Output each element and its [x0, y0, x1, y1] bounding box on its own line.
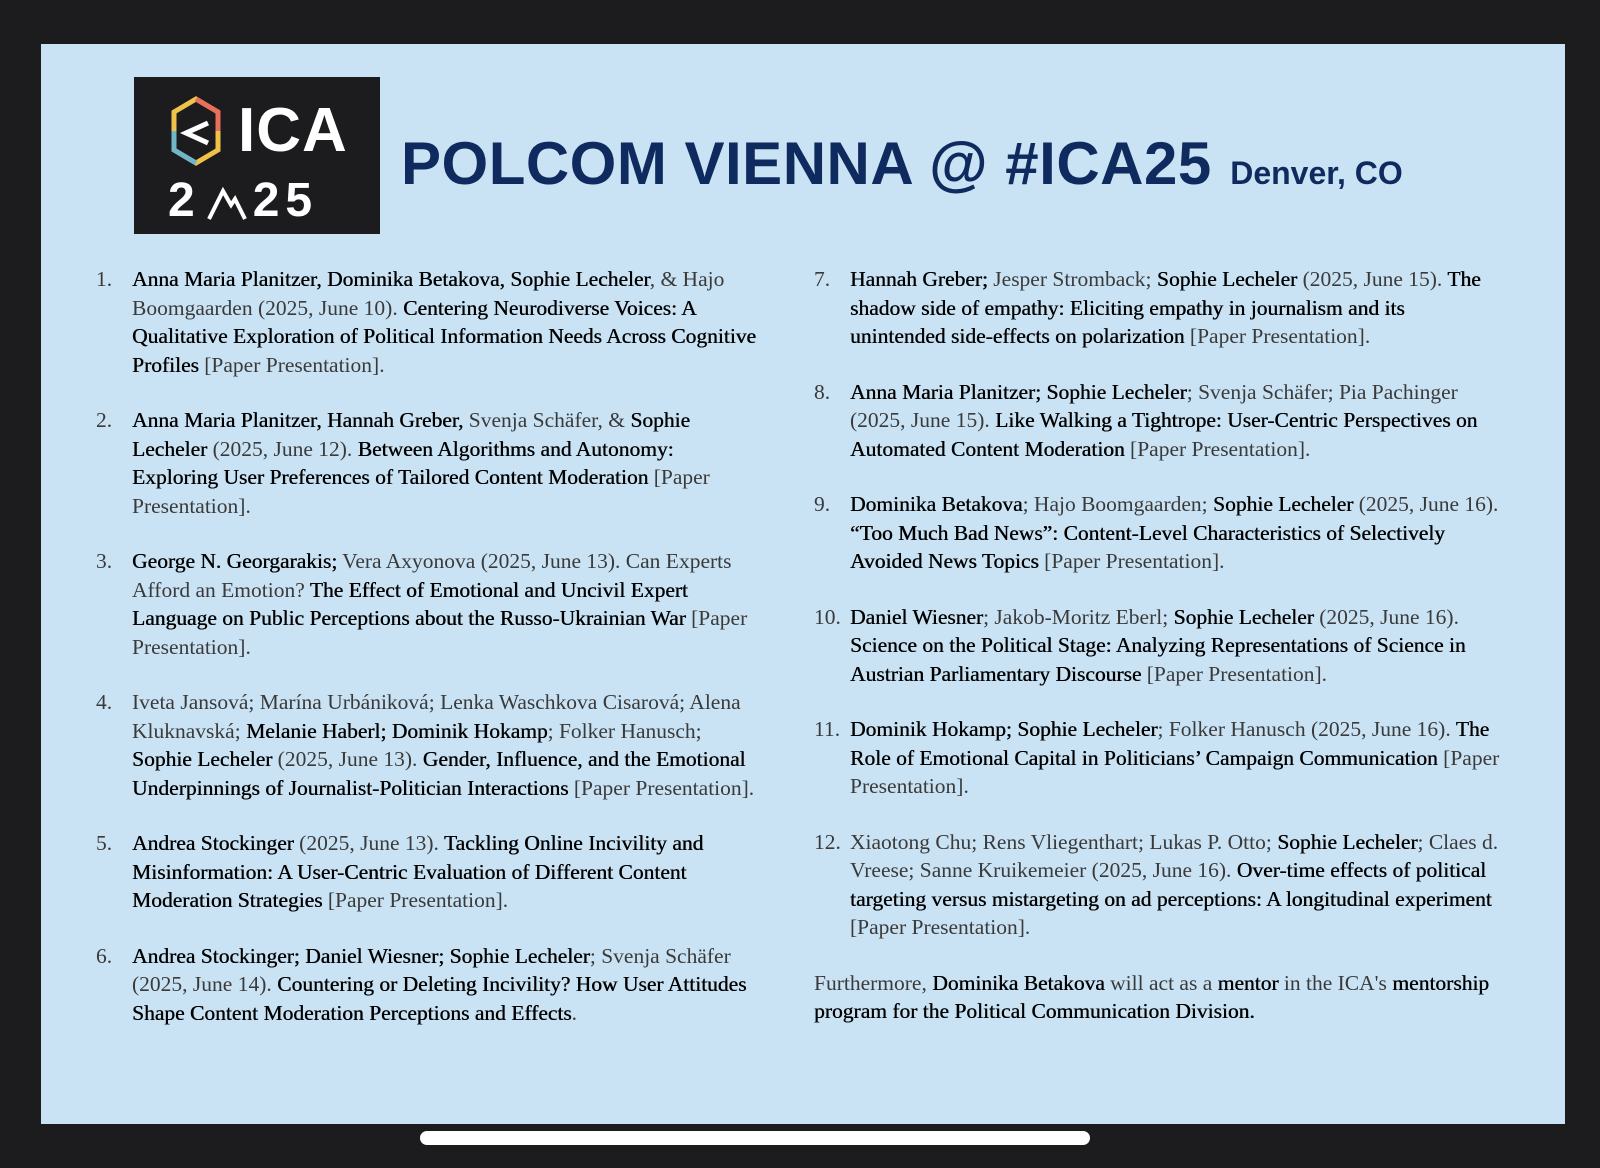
logo-year-right: 25	[252, 174, 319, 227]
mentor-note: Furthermore, Dominika Betakova will act as a mentor in the ICA's mentorship program for the Political Communication Division.	[814, 970, 1490, 1023]
list-item-number: 12.	[814, 829, 841, 854]
logo-year	[168, 173, 318, 229]
list-item-text: Dominik Hokamp; Sophie Lecheler; Folker Hanusch (2025, June 16). The Role of Emotional Capital in Politicians’ Campaign Communication [Paper Presentation].	[850, 717, 1500, 798]
list-item-number: 7.	[814, 267, 831, 291]
ica-logo	[134, 77, 380, 234]
list-item	[814, 265, 1504, 351]
page-title	[401, 129, 1403, 198]
list-item-text: Anna Maria Planitzer, Dominika Betakova, Sophie Lecheler, & Hajo Boomgaarden (2025, June 10). Centering Neurodiverse Voices: A Qualitative Exploration of Political Information Needs Across Cognitive Profiles [Paper Presentation].	[132, 267, 756, 377]
list-item-text: Daniel Wiesner; Jakob-Moritz Eberl; Sophie Lecheler (2025, June 16). Science on the Political Stage: Analyzing Representations of Science in Austrian Parliamentary Discourse [Paper Presentation].	[850, 604, 1466, 686]
list-item	[814, 378, 1504, 464]
list-item	[814, 490, 1504, 576]
list-item-text: George N. Georgarakis; Vera Axyonova (2025, June 13). Can Experts Afford an Emotion? The Effect of Emotional and Uncivil Expert Language on Public Perceptions about the Russo-Ukrainian War [Paper Presentation].	[132, 549, 748, 659]
list-item-number: 5.	[96, 831, 113, 855]
list-item	[814, 715, 1504, 801]
list-item-number: 3.	[96, 549, 113, 573]
list-item	[96, 406, 756, 520]
home-indicator[interactable]	[420, 1131, 1090, 1145]
ica-hexagon-icon	[170, 95, 222, 167]
list-item-number: 10.	[814, 604, 841, 629]
list-item-number: 6.	[96, 943, 113, 968]
list-item	[96, 265, 756, 379]
list-item	[96, 688, 756, 802]
list-item	[96, 942, 756, 1028]
list-item-number: 4.	[96, 690, 113, 714]
list-item-text: Dominika Betakova; Hajo Boomgaarden; Sophie Lecheler (2025, June 16). “Too Much Bad News”: Content-Level Characteristics of Selectively Avoided News Topics [Paper Presentation].	[850, 492, 1499, 573]
list-item	[814, 828, 1504, 942]
right-column	[814, 265, 1504, 1026]
logo-word: ICA	[238, 96, 348, 165]
list-item	[96, 547, 756, 661]
list-item	[814, 603, 1504, 689]
right-entry-list	[814, 265, 1504, 942]
list-item-text: Iveta Jansová; Marína Urbániková; Lenka Waschkova Cisarová; Alena Kluknavská; Melanie Haberl; Dominik Hokamp; Folker Hanusch; Sophie Lecheler (2025, June 13). Gender, Influence, and the Emotional Underpinnings of Journalist-Politician Interactions [Paper Presentation].	[132, 690, 755, 800]
title-main: POLCOM VIENNA @ #ICA25	[401, 130, 1212, 197]
list-item-text: Andrea Stockinger; Daniel Wiesner; Sophie Lecheler; Svenja Schäfer (2025, June 14). Countering or Deleting Incivility? How User Attitudes Shape Content Moderation Perceptions and Effects.	[132, 943, 747, 1025]
logo-year-left: 2	[168, 174, 201, 227]
list-item	[96, 829, 756, 915]
list-item-text: Anna Maria Planitzer; Sophie Lecheler; Svenja Schäfer; Pia Pachinger (2025, June 15). Like Walking a Tightrope: User-Centric Perspectives on Automated Content Moderation [Paper Presentation].	[850, 379, 1478, 461]
list-item-text: Xiaotong Chu; Rens Vliegenthart; Lukas P. Otto; Sophie Lecheler; Claes d. Vreese; Sanne Kruikemeier (2025, June 16). Over-time effects of political targeting versus mistargeting on ad perceptions: A longitudinal experiment [Paper Presentation].	[850, 829, 1499, 939]
list-item-text: Andrea Stockinger (2025, June 13). Tackling Online Incivility and Misinformation: A User-Centric Evaluation of Different Content Moderation Strategies [Paper Presentation].	[132, 831, 704, 912]
list-item-text: Hannah Greber; Jesper Stromback; Sophie Lecheler (2025, June 15). The shadow side of empathy: Eliciting empathy in journalism and its unintended side-effects on polarization [Paper Presentation].	[850, 267, 1481, 348]
list-item-number: 8.	[814, 379, 831, 404]
left-column	[96, 265, 756, 1054]
title-place: Denver, CO	[1230, 155, 1403, 191]
list-item-number: 1.	[96, 267, 113, 291]
list-item-text: Anna Maria Planitzer, Hannah Greber, Svenja Schäfer, & Sophie Lecheler (2025, June 12). Between Algorithms and Autonomy: Exploring User Preferences of Tailored Content Moderation [Paper Presentation].	[132, 408, 710, 518]
mountain-icon	[205, 183, 249, 223]
list-item-number: 11.	[814, 717, 841, 741]
list-item-number: 2.	[96, 408, 113, 432]
slide	[41, 44, 1565, 1124]
list-item-number: 9.	[814, 492, 831, 516]
